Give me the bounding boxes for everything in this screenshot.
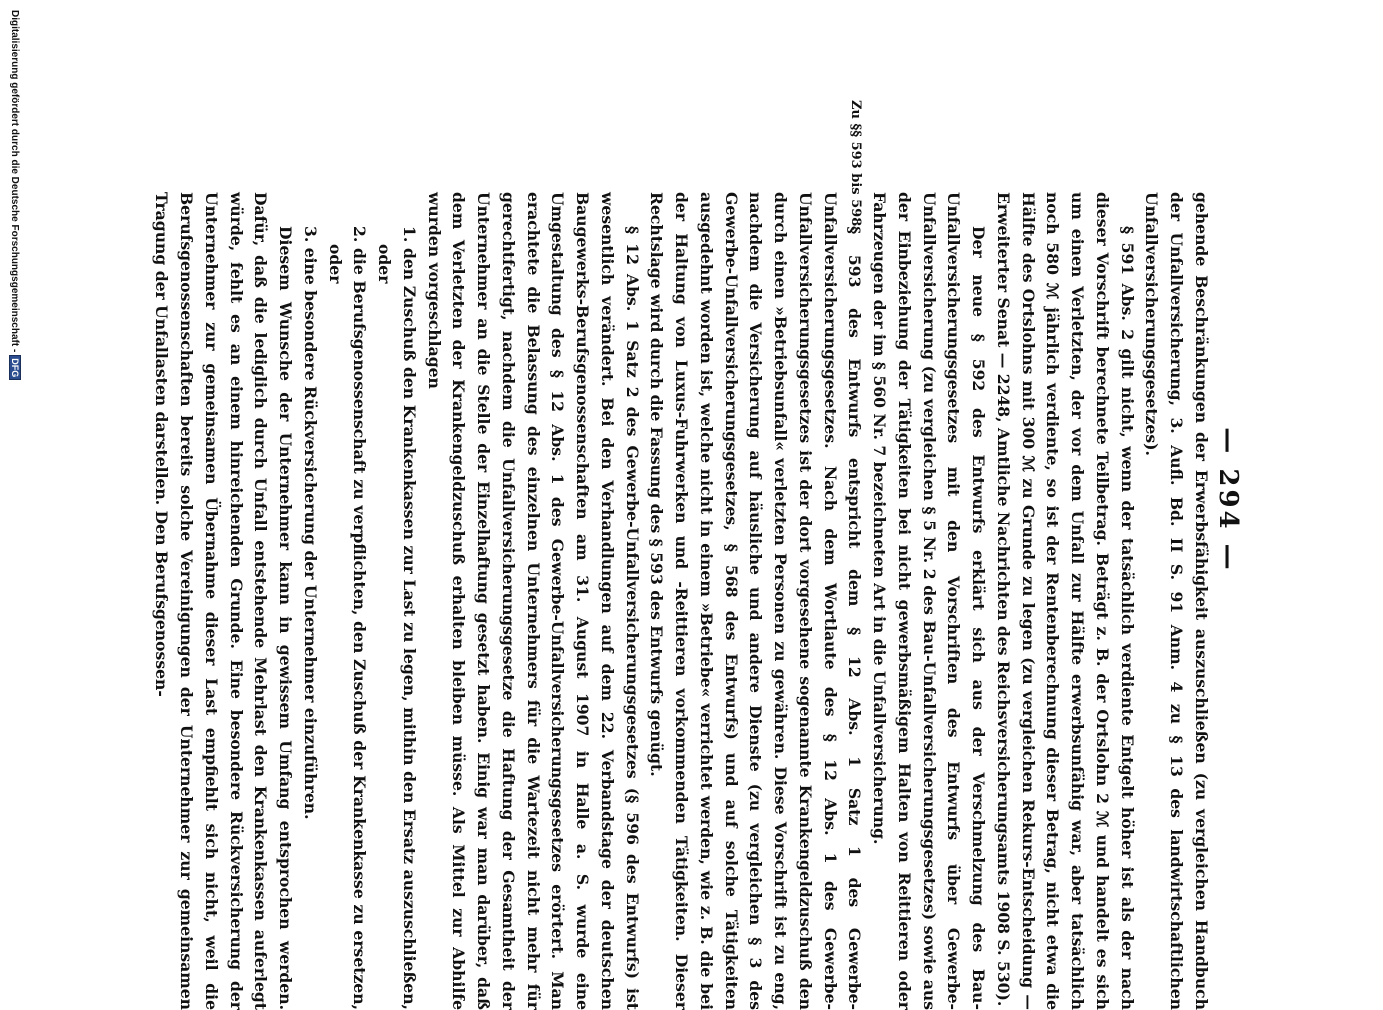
paragraph: § 591 Abs. 2 gilt nicht, wenn der tatsächlich verdiente Entgelt höher ist als der nach dieser Vorschrift berechnete Teilbetrag. Beträgt z. B. der Ortslohn 2 ℳ und handelt es sich um einen Verletzten, der vor dem Unfall zur Hälfte erwerbsunfähig war, aber tatsächlich noch 580 ℳ jährlich verdiente, so ist der Rentenberechnung dieser Betrag, nicht etwa die Hälfte des Ortslohns mit 300 ℳ zu Grunde zu legen (zu vergleichen Rekurs-Entscheidung — Erweiterter Senat — 2248, Amtliche Nachrichten des Reichsversicherungsamts 1908 S. 530). <box>994 192 1137 1010</box>
list-item: 2. die Berufsgenossenschaft zu verpflichten, den Zuschuß der Krankenkasse zu ersetzen, oder <box>325 226 370 1010</box>
list-item: 3. eine besondere Rückversicherung der Unternehmer einzuführen. <box>301 226 320 820</box>
digitization-footer <box>9 10 21 380</box>
body-text <box>149 192 1213 1010</box>
list-item: 1. den Zuschuß den Krankenkassen zur Last zu legen, mithin den Ersatz auszuschließen, oder <box>375 226 419 1010</box>
page-number: — 294 — <box>1213 427 1243 573</box>
paragraph: § 593 des Entwurfs entspricht dem § 12 Abs. 1 Satz 1 des Gewerbe-Unfallversicherungsgesetzes. Nach dem Wortlaute des § 12 Abs. 1 des Gewerbe-Unfallversicherungsgesetzes ist der dort vorgesehene sogenannte Krankengeldzuschuß den durch einen »Betriebsunfall« verletzten Personen zu gewähren. Diese Vorschrift ist zu eng, nachdem die Versicherung auf häusliche und andere Dienste (zu vergleichen § 3 des Gewerbe-Unfallversicherungsgesetzes, § 568 des Entwurfs) und auf solche Tätigkeiten ausgedehnt worden ist, welche nicht in einem »Betriebe« verrichtet werden, wie z. B. die bei der Haltung von Luxus-Fuhrwerken und -Reittieren vorkommenden Tätigkeiten. Dieser Rechtslage wird durch die Fassung des § 593 des Entwurfs genügt. <box>647 192 865 1010</box>
paragraph: Der neue § 592 des Entwurfs erklärt sich aus der Verschmelzung des Bau-Unfallversicherungsgesetzes mit den Vorschriften des Entwurfs über Gewerbe-Unfallversicherung (zu vergleichen § 5 Nr. 2 des Bau-Unfallversicherungsgesetzes) sowie aus der Einbeziehung der Tätigkeiten bei nicht gewerbsmäßigem Halten von Reittieren oder Fahrzeugen der im § 560 Nr. 7 bezeichneten Art in die Unfallversicherung. <box>870 192 989 1010</box>
paragraph: gehende Beschränkungen der Erwerbsfähigkeit auszuschließen (zu vergleichen Handbuch der Unfallversicherung, 3. Aufl. Bd. II S. 91 Anm. 4 zu § 13 des landwirtschaftlichen Unfallversicherungsgesetzes). <box>1142 192 1211 1010</box>
paragraph: § 12 Abs. 1 Satz 2 des Gewerbe-Unfallversicherungsgesetzes (§ 596 des Entwurfs) ist wesentlich verändert. Bei den Verhandlungen auf dem 22. Verbandstage der deutschen Baugewerks-Berufsgenossenschaften am 31. August 1907 in Halle a. S. wurde eine Umgestaltung des § 12 Abs. 1 des Gewerbe-Unfallversicherungsgesetzes erörtert. Man erachtete die Belassung des einzelnen Unternehmers für die Wartezeit nicht mehr für gerechtfertigt, nachdem die Unfallversicherungsgesetze die Haftung der Gesamtheit der Unternehmer an die Stelle der Einzelhaftung gesetzt haben. Einig war man darüber, daß dem Verletzten der Krankengeldzuschuß erhalten bleiben müsse. Als Mittel zur Abhilfe wurden vorgeschlagen <box>424 192 642 1010</box>
footer-text: Digitalisierung gefördert durch die Deutsche Forschungsgemeinschaft - <box>9 10 20 353</box>
margin-note: Zu §§ 593 bis 598. <box>848 100 863 231</box>
dfg-logo: DFG <box>9 355 21 380</box>
paragraph: Diesem Wunsche der Unternehmer kann in gewissem Umfang entsprochen werden. Dafür, daß die lediglich durch Unfall entstehende Mehrlast den Krankenkassen auferlegt würde, fehlt es an einem hinreichenden Grunde. Eine besondere Rückversicherung der Unternehmer zur gemeinsamen Übernahme dieser Last empfiehlt sich nicht, weil die Berufsgenossenschaften bereits solche Vereinigungen der Unternehmer zur gemeinsamen Tragung der Unfallasten darstellen. Den Berufsgenossen- <box>152 192 296 1010</box>
